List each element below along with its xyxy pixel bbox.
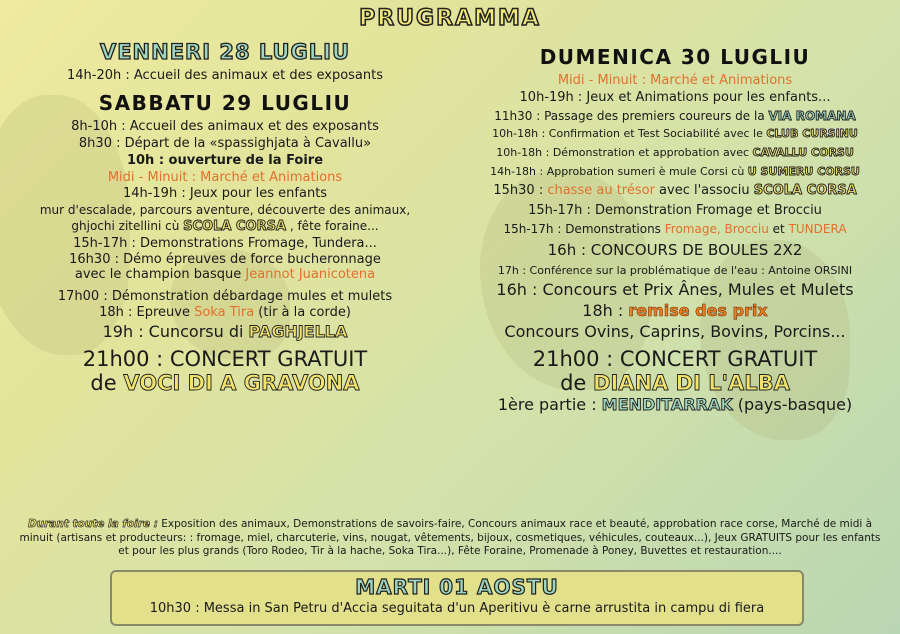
schedule-line: Concours Ovins, Caprins, Bovins, Porcins...	[504, 322, 846, 342]
schedule-line: 15h-17h : Demonstrations Fromage, Brocciu et TUNDERA	[503, 222, 847, 237]
right-column	[450, 45, 900, 416]
durant-toute-la-foire	[14, 518, 886, 559]
highlight-scola-corsa: SCOLA CORSA	[753, 183, 857, 199]
schedule-line: 8h30 : Départ de la «spassighjata à Cavallu»	[78, 135, 372, 151]
highlight-voci-di-a-gravona: VOCI DI A GRAVONA	[123, 371, 360, 396]
schedule-line: 17h : Conférence sur la problématique de l'eau : Antoine ORSINI	[497, 263, 853, 277]
day-heading-dumenica: DUMENICA 30 LUGLIU	[539, 45, 811, 69]
marti-box	[110, 570, 804, 626]
page-title: PRUGRAMMA	[359, 6, 541, 31]
concert-artist-line: de DIANA DI L'ALBA	[560, 370, 790, 395]
schedule-line: 18h : Epreuve Soka Tira (tir à la corde)	[99, 305, 351, 321]
highlight-menditarrak: MENDITARRAK	[601, 395, 733, 415]
schedule-line: ghjochi zitellini cù SCOLA CORSA , fête foraine...	[71, 218, 379, 234]
highlight-remise-des-prix: remise des prix	[628, 301, 768, 321]
durant-label: Durant toute la foire :	[27, 518, 158, 530]
schedule-line: 15h30 : chasse au trésor avec l'associu SCOLA CORSA	[493, 183, 857, 199]
concert-line: 21h00 : CONCERT GRATUIT	[82, 347, 368, 372]
day-heading-venneri: VENNERI 28 LUGLIU	[99, 40, 351, 64]
schedule-line: 15h-17h : Demonstration Fromage et Brocciu	[528, 202, 822, 218]
highlight-scola-corsa: SCOLA CORSA	[183, 218, 287, 234]
schedule-line: 1ère partie : MENDITARRAK (pays-basque)	[497, 395, 853, 415]
schedule-line: 10h-18h : Démonstration et approbation avec CAVALLU CORSU	[496, 146, 854, 160]
highlight-diana-di-lalba: DIANA DI L'ALBA	[593, 370, 790, 395]
schedule-line-market: Midi - Minuit : Marché et Animations	[557, 73, 793, 88]
highlight-paghjella: PAGHJELLA	[248, 322, 348, 342]
durant-text: Exposition des animaux, Demonstrations de savoirs-faire, Concours animaux race et beauté, approbation race corse, Marché de midi à minuit (artisans et producteurs: : fromage, miel, charcuterie, vins, nougat, vêtements, bijoux, cosmetiques, véhicules, couteaux...), Jeux GRATUITS pour les enfants et pour les plus grands (Toro Rodeo, Tir à la hache, Soka Tira...), Fête Foraine, Promenade à Poney, Buvettes et restauration....	[19, 518, 881, 558]
schedule-line: mur d'escalade, parcours aventure, découverte des animaux,	[39, 203, 411, 218]
schedule-line-market: Midi - Minuit : Marché et Animations	[107, 169, 343, 185]
schedule-line: 10h-18h : Confirmation et Test Sociabilité avec le CLUB CURSINU	[492, 127, 858, 141]
schedule-line: 10h-19h : Jeux et Animations pour les enfants...	[519, 89, 831, 105]
schedule-line: avec le champion basque Jeannot Juanicotena	[74, 266, 376, 282]
highlight-u-sumeru-corsu: U SUMERU CORSU	[747, 164, 860, 178]
schedule-line: 17h00 : Démonstration débardage mules et mulets	[57, 288, 393, 304]
concert-line: 21h00 : CONCERT GRATUIT	[532, 346, 818, 371]
schedule-line: 11h30 : Passage des premiers coureurs de la VIA ROMANA	[494, 108, 856, 123]
highlight-fromage-brocciu: Fromage, Brocciu	[664, 222, 769, 237]
highlight-champion: Jeannot Juanicotena	[245, 266, 376, 282]
schedule-line: 8h-10h : Accueil des animaux et des exposants	[71, 118, 379, 134]
highlight-club-cursinu: CLUB CURSINU	[766, 127, 858, 141]
schedule-line: 19h : Cuncorsu di PAGHJELLA	[102, 322, 348, 342]
schedule-line: 18h : remise des prix	[582, 301, 768, 321]
schedule-line: 10h30 : Messa in San Petru d'Accia seguitata d'un Aperitivu è carne arrustita in campu di fiera	[149, 601, 765, 616]
highlight-chasse-au-tresor: chasse au trésor	[547, 183, 655, 199]
highlight-tundera: TUNDERA	[788, 222, 847, 237]
day-heading-marti: MARTI 01 AOSTU	[355, 575, 559, 599]
highlight-soka-tira: Soka Tira	[194, 305, 255, 321]
schedule-line: 16h : Concours et Prix Ânes, Mules et Mulets	[496, 280, 854, 300]
highlight-via-romana: VIA ROMANA	[768, 108, 856, 123]
highlight-cavallu-corsu: CAVALLU CORSU	[752, 146, 854, 160]
schedule-line: 14h-19h : Jeux pour les enfants	[122, 186, 328, 202]
schedule-line: 16h : CONCOURS DE BOULES 2X2	[547, 240, 803, 259]
schedule-line: 16h30 : Démo épreuves de force bucheronnage	[69, 251, 381, 267]
schedule-line: 14h-20h : Accueil des animaux et des exposants	[66, 68, 384, 83]
day-heading-sabbatu: SABBATU 29 LUGLIU	[98, 90, 352, 115]
left-column	[0, 40, 450, 397]
schedule-line-opening: 10h : ouverture de la Foire	[126, 152, 324, 168]
schedule-line: 15h-17h : Demonstrations Fromage, Tundera...	[73, 235, 377, 251]
concert-artist-line: de VOCI DI A GRAVONA	[90, 371, 360, 396]
schedule-line: 14h-18h : Approbation sumeri è mule Corsi cù U SUMERU CORSU	[490, 164, 860, 178]
